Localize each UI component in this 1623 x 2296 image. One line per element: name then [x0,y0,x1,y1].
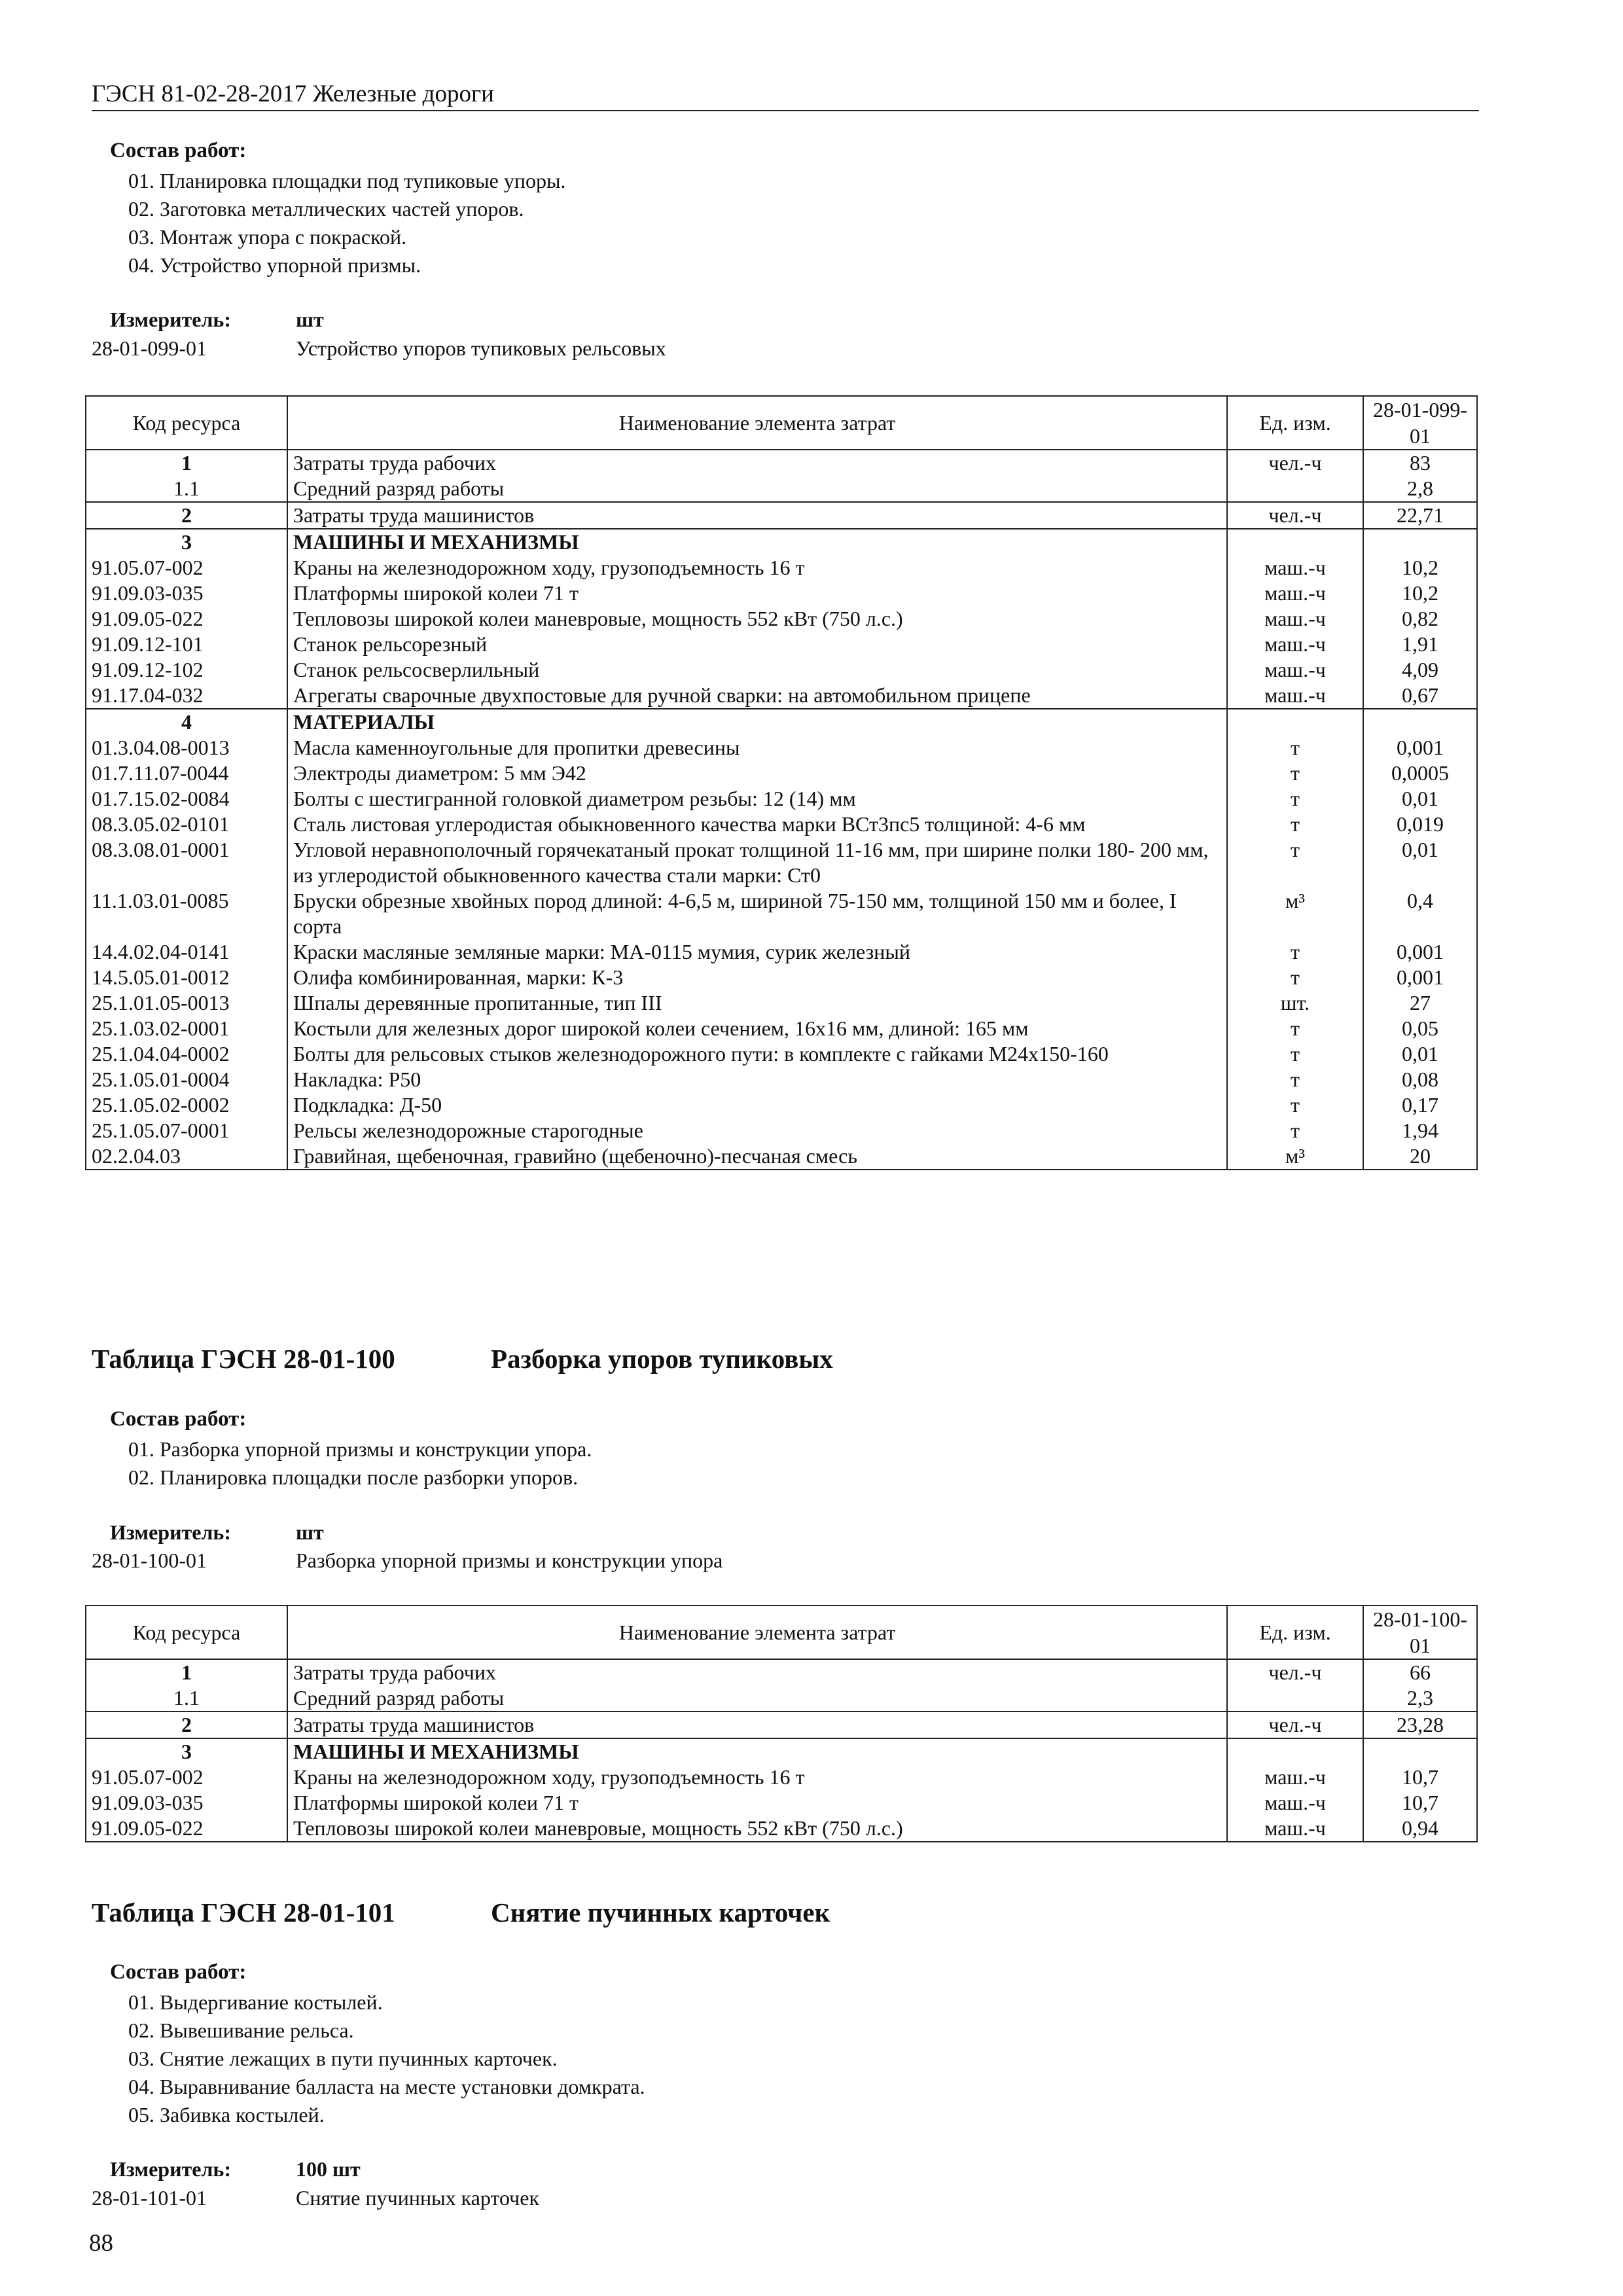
table-row [86,606,1477,632]
meter-label: Измеритель: [110,308,231,331]
cell-code: 02.2.04.03 [86,1143,287,1170]
cell-code: 25.1.05.02-0002 [86,1092,287,1118]
cell-name: Тепловозы широкой колеи маневровые, мощность 552 кВт (750 л.с.) [287,1816,1227,1842]
cell-code: 1 [86,450,287,476]
cell-value: 0,01 [1363,786,1477,812]
table-row [86,450,1477,476]
norm-name: Снятие пучинных карточек [296,2186,540,2210]
cell-unit: шт. [1227,990,1363,1016]
work-item: 01. Планировка площадки под тупиковые упоры. [128,169,566,192]
table-row [86,939,1477,965]
cell-value: 10,7 [1363,1790,1477,1816]
table-header-row [86,396,1477,450]
cell-unit: т [1227,939,1363,965]
cell-name: Накладка: Р50 [287,1067,1227,1092]
cell-unit [1227,476,1363,502]
cell-name: Олифа комбинированная, марки: К-3 [287,965,1227,990]
cell-unit: маш.-ч [1227,1790,1363,1816]
col-header-code: Код ресурса [86,396,287,450]
cell-value: 23,28 [1363,1712,1477,1738]
work-item: 03. Монтаж упора с покраской. [128,225,407,249]
cell-code: 91.09.05-022 [86,606,287,632]
cell-unit: маш.-ч [1227,555,1363,581]
cell-name: Тепловозы широкой колеи маневровые, мощность 552 кВт (750 л.с.) [287,606,1227,632]
cell-value: 0,001 [1363,939,1477,965]
cell-unit: т [1227,965,1363,990]
table-row [86,990,1477,1016]
cell-value: 0,01 [1363,1041,1477,1067]
cell-name: Затраты труда рабочих [287,1659,1227,1685]
norm-code: 28-01-100-01 [92,1549,207,1572]
cell-name: Станок рельсосверлильный [287,657,1227,683]
cell-name: МАШИНЫ И МЕХАНИЗМЫ [287,529,1227,555]
cell-unit: маш.-ч [1227,1765,1363,1790]
cell-name: Затраты труда рабочих [287,450,1227,476]
cell-code: 14.4.02.04-0141 [86,939,287,965]
cell-value: 2,3 [1363,1685,1477,1712]
cell-code: 25.1.05.07-0001 [86,1118,287,1143]
cell-value: 1,94 [1363,1118,1477,1143]
table-heading-28-01-101 [92,1897,830,1928]
cell-code: 3 [86,1738,287,1765]
cell-code: 2 [86,502,287,529]
cell-code: 2 [86,1712,287,1738]
table-row [86,837,1477,888]
table-label: Таблица ГЭСН 28-01-101 [92,1897,395,1928]
cell-name: Рельсы железнодорожные старогодные [287,1118,1227,1143]
cell-unit: т [1227,761,1363,786]
cell-value: 0,019 [1363,812,1477,837]
cell-value: 0,05 [1363,1016,1477,1041]
cell-name: Болты с шестигранной головкой диаметром резьбы: 12 (14) мм [287,786,1227,812]
cell-name: Станок рельсорезный [287,632,1227,657]
table-row [86,786,1477,812]
table-row [86,657,1477,683]
cell-name: Платформы широкой колеи 71 т [287,581,1227,606]
cell-unit: чел.-ч [1227,1659,1363,1685]
table-row [86,1765,1477,1790]
meter-label: Измеритель: [110,1520,231,1544]
col-header-unit: Ед. изм. [1227,1605,1363,1659]
cell-unit: чел.-ч [1227,450,1363,476]
cell-name: Агрегаты сварочные двухпостовые для ручной сварки: на автомобильном прицепе [287,683,1227,709]
cell-value: 0,01 [1363,837,1477,888]
work-item: 02. Планировка площадки после разборки упоров. [128,1465,579,1489]
cell-value: 4,09 [1363,657,1477,683]
table-row [86,1118,1477,1143]
table-row [86,502,1477,529]
cell-unit: маш.-ч [1227,657,1363,683]
cell-value: 0,94 [1363,1816,1477,1842]
table-row [86,683,1477,709]
table-row [86,965,1477,990]
meter-label: Измеритель: [110,2157,231,2181]
cell-code: 1.1 [86,476,287,502]
cell-value: 0,4 [1363,888,1477,939]
meter-value: шт [296,1520,324,1544]
cell-unit: т [1227,1092,1363,1118]
table-name: Снятие пучинных карточек [491,1897,830,1928]
cell-code: 3 [86,529,287,555]
cell-name: Затраты труда машинистов [287,502,1227,529]
cell-code: 25.1.01.05-0013 [86,990,287,1016]
cell-name: Средний разряд работы [287,1685,1227,1712]
col-header-code: Код ресурса [86,1605,287,1659]
cell-name: Краны на железнодорожном ходу, грузоподъемность 16 т [287,555,1227,581]
table-row [86,1712,1477,1738]
cell-code: 4 [86,709,287,735]
cell-code: 01.7.11.07-0044 [86,761,287,786]
composition-label: Состав работ: [110,1407,247,1431]
running-header [92,80,1479,111]
cell-name: Болты для рельсовых стыков железнодорожного пути: в комплекте с гайками М24х150-160 [287,1041,1227,1067]
work-item: 04. Устройство упорной призмы. [128,253,421,277]
table-row [86,632,1477,657]
cell-code: 91.05.07-002 [86,555,287,581]
work-item: 05. Забивка костылей. [128,2103,325,2126]
cell-name: МАТЕРИАЛЫ [287,709,1227,735]
cell-unit: маш.-ч [1227,581,1363,606]
work-item: 01. Выдергивание костылей. [128,1990,383,2014]
cell-value [1363,1738,1477,1765]
table-row [86,1067,1477,1092]
cell-code: 08.3.05.02-0101 [86,812,287,837]
cell-name: Электроды диаметром: 5 мм Э42 [287,761,1227,786]
cell-code: 91.09.05-022 [86,1816,287,1842]
work-item: 04. Выравнивание балласта на месте установки домкрата. [128,2075,645,2098]
cell-value: 20 [1363,1143,1477,1170]
cell-code: 1 [86,1659,287,1685]
norm-name: Разборка упорной призмы и конструкции упора [296,1549,723,1572]
cell-unit: чел.-ч [1227,502,1363,529]
cell-name: МАШИНЫ И МЕХАНИЗМЫ [287,1738,1227,1765]
table-name: Разборка упоров тупиковых [491,1344,833,1374]
cell-name: Платформы широкой колеи 71 т [287,1790,1227,1816]
cell-name: Краны на железнодорожном ходу, грузоподъемность 16 т [287,1765,1227,1790]
cell-unit [1227,1738,1363,1765]
cell-value: 22,71 [1363,502,1477,529]
cell-code: 14.5.05.01-0012 [86,965,287,990]
cell-unit: маш.-ч [1227,1816,1363,1842]
meter-value: шт [296,308,324,331]
cell-code: 91.09.12-102 [86,657,287,683]
cell-unit: т [1227,1041,1363,1067]
cell-value: 0,17 [1363,1092,1477,1118]
cell-code: 25.1.05.01-0004 [86,1067,287,1092]
table-row [86,1790,1477,1816]
cell-name: Шпалы деревянные пропитанные, тип III [287,990,1227,1016]
col-header-norm: 28-01-100-01 [1363,1605,1477,1659]
cell-code: 91.05.07-002 [86,1765,287,1790]
table-row [86,812,1477,837]
cell-value: 0,001 [1363,965,1477,990]
cell-name: Средний разряд работы [287,476,1227,502]
cell-value: 0,0005 [1363,761,1477,786]
work-item: 03. Снятие лежащих в пути пучинных карточек. [128,2047,558,2070]
table-row [86,888,1477,939]
cell-unit: м³ [1227,1143,1363,1170]
resource-table-28-01-100 [85,1605,1478,1842]
table-label: Таблица ГЭСН 28-01-100 [92,1344,395,1374]
cell-code: 25.1.04.04-0002 [86,1041,287,1067]
table-row [86,1685,1477,1712]
table-row [86,476,1477,502]
header-title: ГЭСН 81-02-28-2017 Железные дороги [92,81,494,107]
table-row [86,735,1477,761]
cell-unit: т [1227,1067,1363,1092]
col-header-norm: 28-01-099-01 [1363,396,1477,450]
cell-code: 91.17.04-032 [86,683,287,709]
table-row [86,1041,1477,1067]
cell-value: 2,8 [1363,476,1477,502]
cell-value: 10,7 [1363,1765,1477,1790]
table-row [86,529,1477,555]
meter-value: 100 шт [296,2157,361,2181]
table-row [86,555,1477,581]
cell-code: 01.7.15.02-0084 [86,786,287,812]
cell-name: Угловой неравнополочный горячекатаный прокат толщиной 11-16 мм, при ширине полки 180- 200 мм, из углеродистой обыкновенного качества стали марки: Ст0 [287,837,1227,888]
table-row [86,709,1477,735]
cell-value [1363,709,1477,735]
cell-value: 27 [1363,990,1477,1016]
cell-unit: т [1227,735,1363,761]
cell-unit: маш.-ч [1227,683,1363,709]
table-row [86,581,1477,606]
cell-code: 91.09.03-035 [86,1790,287,1816]
composition-label: Состав работ: [110,139,247,162]
norm-code: 28-01-099-01 [92,336,207,360]
cell-unit: маш.-ч [1227,632,1363,657]
page-number: 88 [89,2230,113,2257]
cell-code: 91.09.03-035 [86,581,287,606]
cell-unit: т [1227,812,1363,837]
cell-value: 0,001 [1363,735,1477,761]
cell-code: 01.3.04.08-0013 [86,735,287,761]
cell-code: 11.1.03.01-0085 [86,888,287,939]
cell-code: 08.3.08.01-0001 [86,837,287,888]
work-item: 02. Заготовка металлических частей упоров. [128,197,524,221]
table-row [86,1143,1477,1170]
cell-unit: чел.-ч [1227,1712,1363,1738]
cell-unit: м³ [1227,888,1363,939]
cell-unit: т [1227,1118,1363,1143]
table-row [86,1659,1477,1685]
cell-value: 0,67 [1363,683,1477,709]
cell-name: Затраты труда машинистов [287,1712,1227,1738]
cell-name: Костыли для железных дорог широкой колеи сечением, 16х16 мм, длиной: 165 мм [287,1016,1227,1041]
table-row [86,1738,1477,1765]
cell-name: Подкладка: Д-50 [287,1092,1227,1118]
cell-unit [1227,1685,1363,1712]
cell-unit [1227,529,1363,555]
table-row [86,761,1477,786]
cell-unit: т [1227,837,1363,888]
work-item: 02. Вывешивание рельса. [128,2018,354,2042]
cell-name: Краски масляные земляные марки: МА-0115 мумия, сурик железный [287,939,1227,965]
col-header-name: Наименование элемента затрат [287,396,1227,450]
cell-value: 66 [1363,1659,1477,1685]
norm-code: 28-01-101-01 [92,2186,207,2210]
cell-value: 10,2 [1363,555,1477,581]
resource-table-28-01-099 [85,395,1478,1170]
cell-value: 0,82 [1363,606,1477,632]
cell-code: 25.1.03.02-0001 [86,1016,287,1041]
table-heading-28-01-100 [92,1343,833,1374]
composition-label: Состав работ: [110,1960,247,1984]
cell-unit: маш.-ч [1227,606,1363,632]
cell-code: 1.1 [86,1685,287,1712]
cell-value [1363,529,1477,555]
table-row [86,1092,1477,1118]
work-item: 01. Разборка упорной призмы и конструкции упора. [128,1437,592,1461]
table-row [86,1816,1477,1842]
cell-name: Гравийная, щебеночная, гравийно (щебеночно)-песчаная смесь [287,1143,1227,1170]
table-header-row [86,1605,1477,1659]
cell-unit [1227,709,1363,735]
col-header-unit: Ед. изм. [1227,396,1363,450]
cell-value: 1,91 [1363,632,1477,657]
col-header-name: Наименование элемента затрат [287,1605,1227,1659]
cell-code: 91.09.12-101 [86,632,287,657]
cell-value: 0,08 [1363,1067,1477,1092]
cell-unit: т [1227,786,1363,812]
table-row [86,1016,1477,1041]
norm-name: Устройство упоров тупиковых рельсовых [296,336,666,360]
cell-name: Сталь листовая углеродистая обыкновенного качества марки ВСт3пс5 толщиной: 4-6 мм [287,812,1227,837]
cell-name: Масла каменноугольные для пропитки древесины [287,735,1227,761]
cell-unit: т [1227,1016,1363,1041]
cell-value: 10,2 [1363,581,1477,606]
cell-name: Бруски обрезные хвойных пород длиной: 4-6,5 м, шириной 75-150 мм, толщиной 150 мм и более, I сорта [287,888,1227,939]
cell-value: 83 [1363,450,1477,476]
